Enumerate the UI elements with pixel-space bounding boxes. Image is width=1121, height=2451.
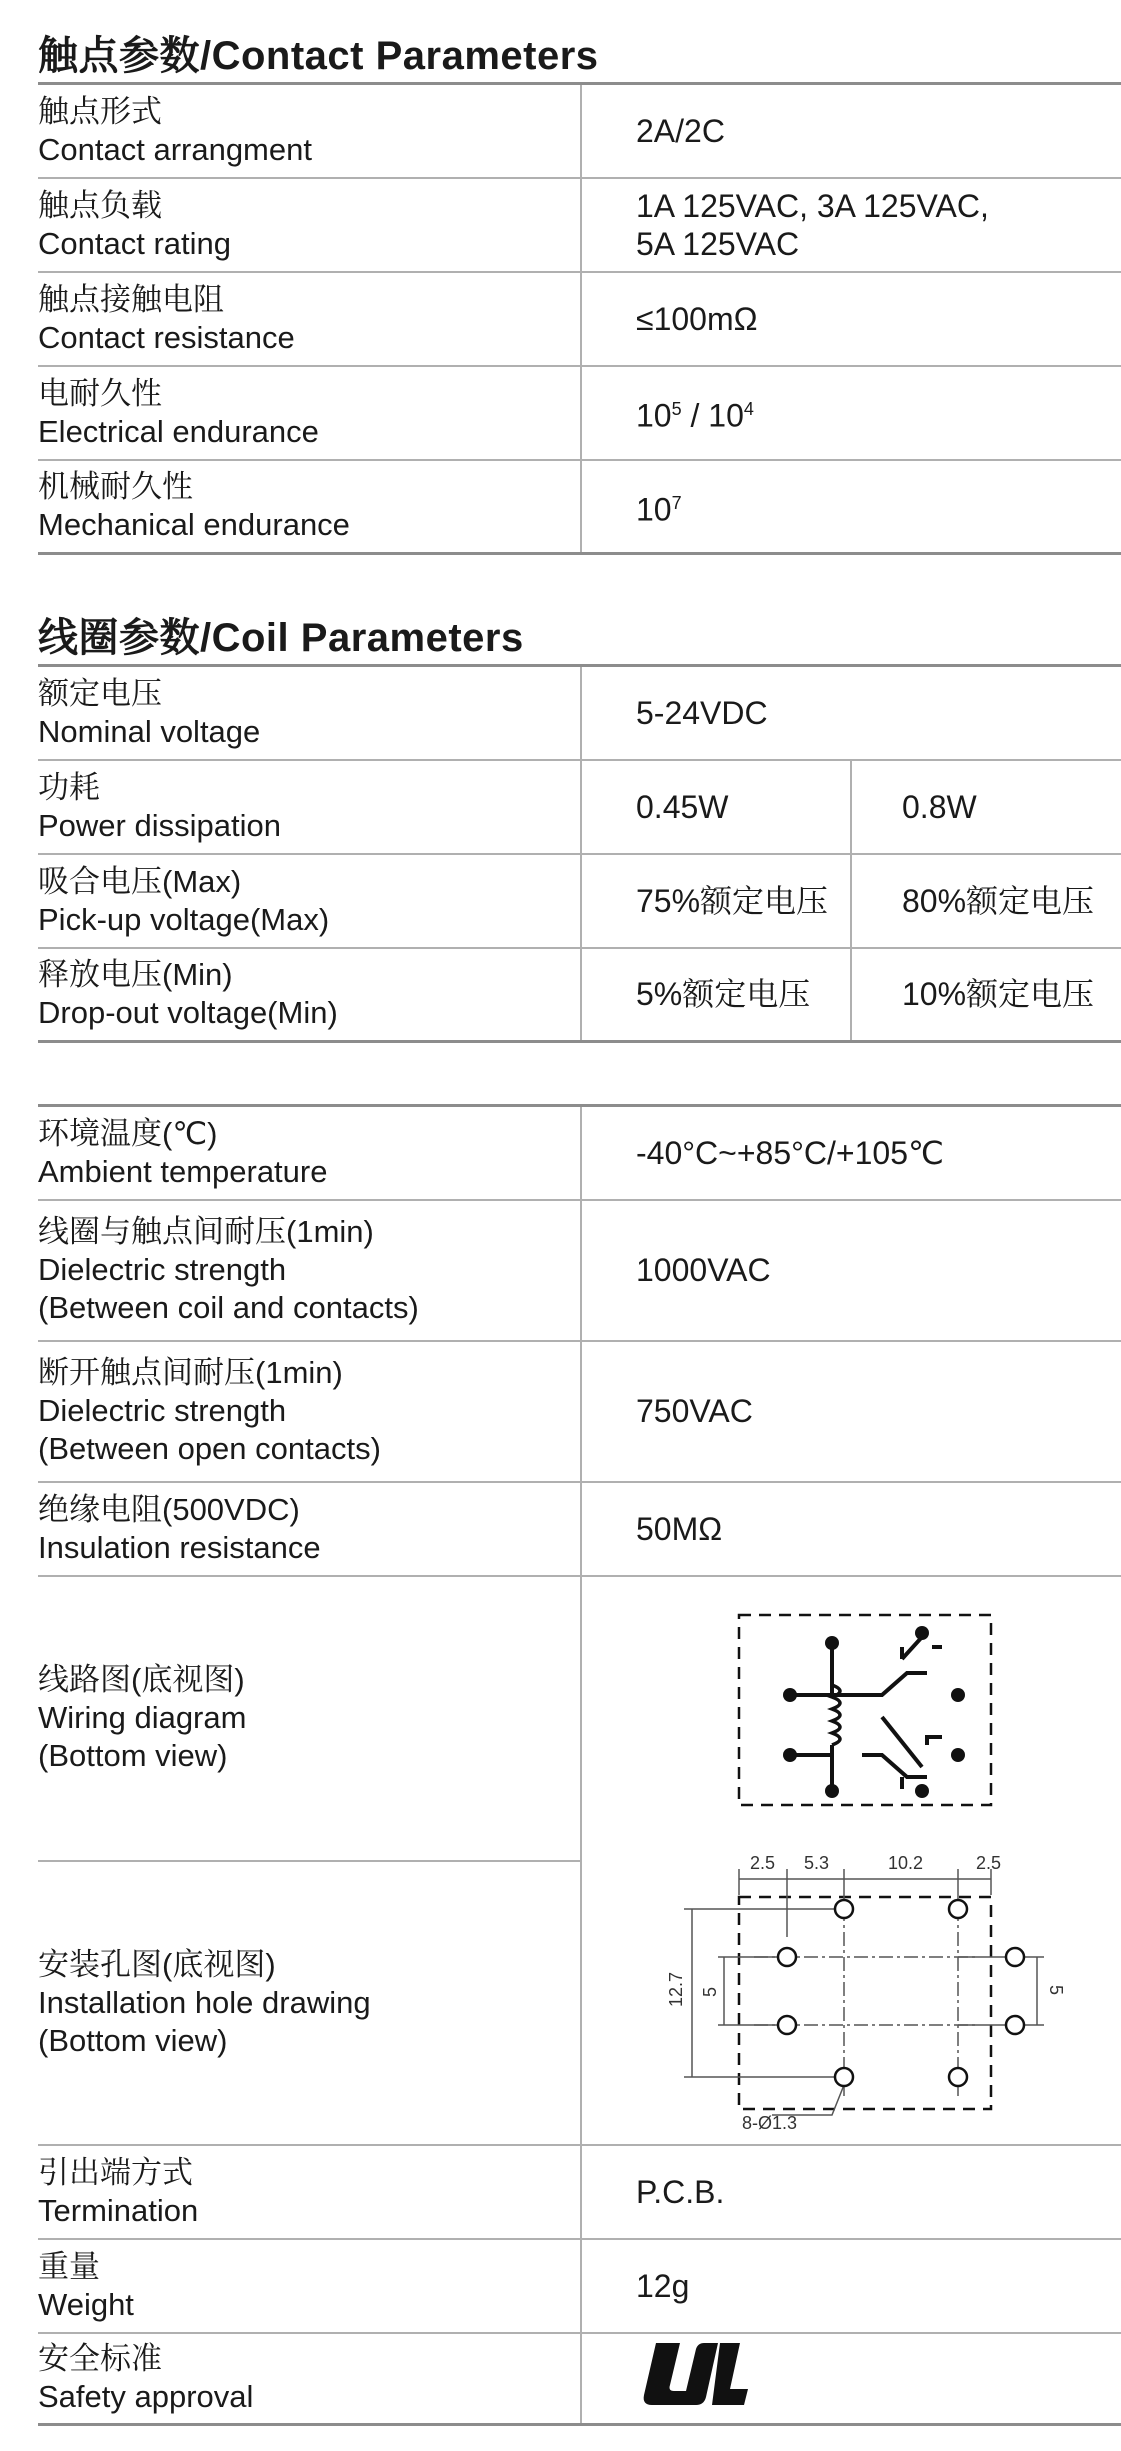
row-value [581, 84, 1121, 178]
label-cn: 触点接触电阻 [38, 281, 224, 317]
row-value-b [851, 854, 1121, 948]
row-value-a [581, 948, 851, 1042]
row-value [581, 178, 1121, 272]
label-cn: 吸合电压(Max) [38, 863, 242, 899]
value-text: 75%额定电压 [636, 882, 829, 919]
label-en: Termination [38, 2192, 199, 2228]
row-value-a [581, 854, 851, 948]
label-cn: 触点负载 [38, 187, 162, 223]
table-row [38, 1576, 1121, 1862]
row-label [38, 760, 581, 854]
label-cn: 机械耐久性 [38, 469, 193, 505]
contact-table [38, 82, 1121, 555]
row-value [581, 2239, 1121, 2333]
label-cn: 重量 [38, 2248, 100, 2284]
coil-table [38, 664, 1121, 1043]
dim-label: 5.3 [804, 1852, 830, 1873]
label-cn: 环境温度(℃) [38, 1115, 218, 1151]
row-label [38, 2239, 581, 2333]
dim-label: 8-Ø1.3 [742, 2112, 798, 2133]
coil-section-title: 线圈参数/Coil Parameters [38, 616, 524, 660]
wiring-pins [783, 1626, 965, 1798]
label-en: Drop-out voltage(Min) [38, 995, 338, 1031]
dim-label: 2.5 [750, 1852, 776, 1873]
label-cn: 线圈与触点间耐压(1min) [38, 1214, 374, 1249]
value-base: 10 [636, 491, 672, 528]
row-value-b [851, 948, 1121, 1042]
value-text: 1000VAC [636, 1252, 771, 1288]
row-value [581, 1341, 1121, 1482]
label-cn: 功耗 [38, 769, 100, 805]
row-value-a [581, 760, 851, 854]
row-value [581, 272, 1121, 366]
label-en: Weight [38, 2286, 134, 2322]
row-label [38, 1576, 581, 1862]
table-row [38, 666, 1121, 760]
row-label [38, 2333, 581, 2425]
contact-section-title: 触点参数/Contact Parameters [38, 34, 599, 78]
row-label [38, 1341, 581, 1482]
value-text: -40°C~+85°C/+105℃ [636, 1134, 944, 1171]
value-text: 2A/2C [636, 112, 725, 149]
table-row [38, 2333, 1121, 2425]
value-text: 0.8W [902, 788, 977, 825]
value-text: 5-24VDC [636, 694, 768, 731]
label-en: Electrical endurance [38, 413, 319, 449]
value-text: 50MΩ [636, 1510, 723, 1547]
label-en: Installation hole drawing [38, 1984, 371, 2020]
row-value [581, 666, 1121, 760]
label-cn: 电耐久性 [38, 375, 162, 411]
row-label [38, 2145, 581, 2239]
value-line-1: 1A 125VAC, 3A 125VAC, [636, 187, 989, 224]
label-en: Contact arrangment [38, 131, 312, 167]
label-en: Mechanical endurance [38, 507, 350, 543]
row-label [38, 272, 581, 366]
row-value [581, 460, 1121, 554]
value-exp-1: 5 [671, 399, 682, 420]
row-label [38, 178, 581, 272]
value-text: 10%额定电压 [902, 976, 1095, 1013]
wiring-schematic [739, 1615, 991, 1805]
value-text: P.C.B. [636, 2173, 725, 2210]
value-base-2: 10 [708, 397, 744, 434]
value-text: 80%额定电压 [902, 882, 1095, 919]
label-cn: 断开触点间耐压(1min) [38, 1355, 343, 1390]
wiring-diagram [582, 1577, 1121, 2139]
value-text: 750VAC [636, 1393, 753, 1429]
ul-logo-icon [636, 2339, 752, 2409]
label-cn: 安装孔图(底视图) [38, 1946, 276, 1982]
table-row [38, 2145, 1121, 2239]
table-row [38, 460, 1121, 554]
row-value-b [851, 760, 1121, 854]
label-en: Insulation resistance [38, 1529, 321, 1565]
row-label [38, 948, 581, 1042]
row-value [581, 2145, 1121, 2239]
table-row [38, 1482, 1121, 1576]
label-en: Contact resistance [38, 319, 295, 355]
row-label [38, 1106, 581, 1200]
label-en: Dielectric strength [38, 1252, 287, 1287]
label-cn: 释放电压(Min) [38, 957, 233, 993]
value-exp-2: 4 [743, 399, 754, 420]
label-cn: 触点形式 [38, 93, 162, 129]
table-row [38, 1200, 1121, 1341]
label-cn: 引出端方式 [38, 2154, 193, 2190]
table-row [38, 84, 1121, 178]
row-label [38, 1200, 581, 1341]
row-label [38, 666, 581, 760]
label-en: Dielectric strength [38, 1393, 287, 1428]
value-base-1: 10 [636, 397, 672, 434]
row-label [38, 1482, 581, 1576]
row-value [581, 1200, 1121, 1341]
label-cn: 安全标准 [38, 2341, 162, 2377]
dim-label: 10.2 [888, 1852, 924, 1873]
row-value [581, 1106, 1121, 1200]
table-row [38, 366, 1121, 460]
other-table [38, 1104, 1121, 2426]
label-en: Ambient temperature [38, 1153, 328, 1189]
label-en: Wiring diagram [38, 1700, 247, 1736]
row-value [581, 366, 1121, 460]
diagram-cell [581, 1576, 1121, 2145]
table-row [38, 760, 1121, 854]
table-row [38, 854, 1121, 948]
dim-label: 5 [1046, 1984, 1066, 1995]
hole-drawing [684, 1869, 1044, 2115]
value-text: 12g [636, 2267, 690, 2304]
label-cn: 线路图(底视图) [38, 1662, 245, 1698]
row-value [581, 2333, 1121, 2425]
table-row [38, 1106, 1121, 1200]
dim-label: 5 [700, 1986, 720, 1997]
label-en: Contact rating [38, 225, 231, 261]
label-en-2: (Bottom view) [38, 1738, 228, 1774]
table-row [38, 948, 1121, 1042]
row-label [38, 854, 581, 948]
value-text: ≤100mΩ [636, 300, 758, 337]
label-cn: 额定电压 [38, 675, 162, 711]
label-en: Safety approval [38, 2379, 254, 2415]
table-row [38, 272, 1121, 366]
row-label [38, 460, 581, 554]
table-row [38, 2239, 1121, 2333]
hole-dim-labels [666, 1853, 1066, 2133]
mounting-holes [778, 1900, 1024, 2086]
label-en: Nominal voltage [38, 713, 261, 749]
dim-label: 2.5 [976, 1852, 1002, 1873]
label-en: Power dissipation [38, 807, 281, 843]
dim-label: 12.7 [666, 1971, 686, 2007]
table-row [38, 178, 1121, 272]
label-en-2: (Between open contacts) [38, 1431, 381, 1466]
row-label [38, 366, 581, 460]
label-en-2: (Between coil and contacts) [38, 1290, 419, 1325]
row-value [581, 1482, 1121, 1576]
value-text: 5%额定电压 [636, 976, 811, 1013]
row-label [38, 84, 581, 178]
label-en: Pick-up voltage(Max) [38, 901, 330, 937]
table-row [38, 1341, 1121, 1482]
value-text: 0.45W [636, 788, 729, 825]
label-en-2: (Bottom view) [38, 2022, 228, 2058]
value-exp: 7 [671, 492, 682, 513]
value-line-2: 5A 125VAC [636, 225, 800, 262]
label-cn: 绝缘电阻(500VDC) [38, 1491, 300, 1527]
value-sep: / [681, 397, 709, 434]
row-label [38, 1861, 581, 2145]
